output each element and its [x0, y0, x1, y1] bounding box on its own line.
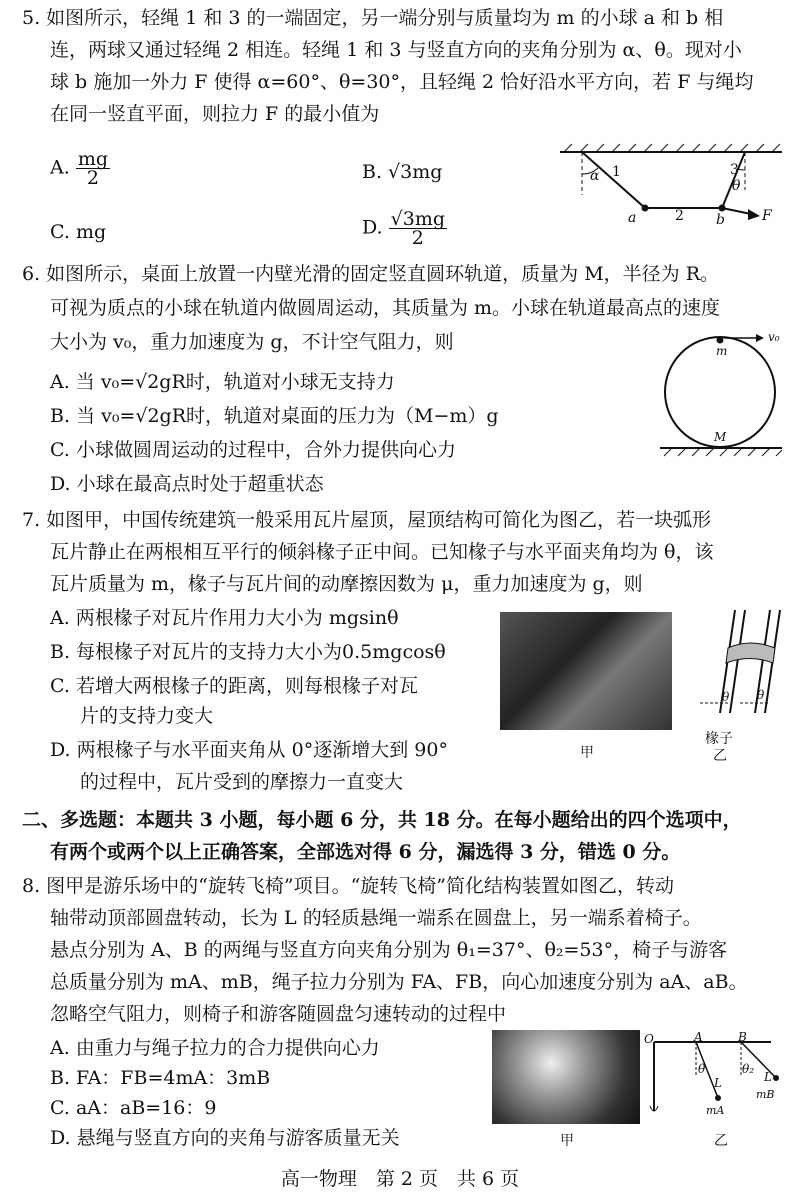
q7-option-c-cont: 片的支持力变大 [80, 705, 214, 727]
q5-option-a-prefix: A. [50, 156, 70, 179]
q6-option-b: B. 当 v₀=√2gR时，轨道对桌面的压力为（M−m）g [50, 405, 499, 427]
q6-line-1: 6. 如图所示，桌面上放置一内壁光滑的固定竖直圆环轨道，质量为 M，半径为 R。 [22, 263, 720, 285]
q6-option-a: A. 当 v₀=√2gR时，轨道对小球无支持力 [50, 371, 395, 393]
q5-option-b: B. √3mg [362, 161, 443, 183]
q5-option-d [362, 210, 447, 247]
q7-rafter-diagram [690, 608, 790, 724]
q8-option-d: D. 悬绳与竖直方向的夹角与游客质量无关 [50, 1127, 400, 1149]
q6-line-2: 可视为质点的小球在轨道内做圆周运动，其质量为 m。小球在轨道最高点的速度 [50, 297, 721, 319]
q7-roof-photo [500, 612, 672, 730]
q8-swing-ride-photo [492, 1030, 640, 1124]
q7-line-1: 7. 如图甲，中国传统建筑一般采用瓦片屋顶，屋顶结构可简化为图乙，若一块弧形 [22, 509, 712, 531]
q6-line-3: 大小为 v₀，重力加速度为 g，不计空气阻力，则 [50, 331, 454, 353]
q8-label-theta1: θ [698, 1062, 706, 1076]
q7-option-c: C. 若增大两根椽子的距离，则每根椽子对瓦 [50, 675, 418, 697]
q8-option-b: B. FA：FB=4mA：3mB [50, 1067, 271, 1089]
q5-option-d-prefix: D. [362, 216, 383, 239]
q5-option-c: C. mg [50, 221, 107, 243]
section-2-heading-line-2: 有两个或两个以上正确答案，全部选对得 6 分，漏选得 3 分，错选 0 分。 [50, 841, 681, 863]
q8-label-l2: L [764, 1070, 772, 1084]
q7-option-b: B. 每根椽子对瓦片的支持力大小为0.5mgcosθ [50, 641, 446, 663]
q8-label-o: O [644, 1032, 654, 1046]
q5-label-rope2: 2 [675, 208, 684, 224]
q5-line-2: 连，两球又通过轻绳 2 相连。轻绳 1 和 3 与竖直方向的夹角分别为 α、θ。现对小 [50, 39, 742, 61]
q6-option-c: C. 小球做圆周运动的过程中，合外力提供向心力 [50, 439, 456, 461]
q7-line-3: 瓦片质量为 m，椽子与瓦片间的动摩擦因数为 μ，重力加速度为 g，则 [50, 573, 643, 595]
q5-label-rope3: 3 [730, 162, 739, 178]
q7-label-theta2: θ [757, 688, 765, 702]
q5-line-1: 5. 如图所示，轻绳 1 和 3 的一端固定，另一端分别与质量均为 m 的小球 a 和 b 相 [22, 7, 724, 29]
q5-label-alpha: α [590, 168, 600, 184]
q8-line-3: 悬点分别为 A、B 的两绳与竖直方向夹角分别为 θ₁=37°、θ₂=53°，椅子与游客 [50, 939, 728, 961]
q5-option-a [50, 150, 110, 187]
q6-label-m: m [716, 344, 728, 358]
q5-line-3: 球 b 施加一外力 F 使得 α=60°、θ=30°，且轻绳 2 恰好沿水平方向，若 F 与绳均 [50, 71, 754, 93]
q8-label-yi: 乙 [714, 1133, 728, 1149]
q5-label-f: F [762, 208, 772, 224]
q5-option-d-numerator: √3mg [390, 208, 446, 230]
q7-label-rafter: 椽子 [705, 731, 733, 747]
q6-label-v0: v₀ [768, 330, 780, 344]
q8-label-mb: mB [756, 1088, 775, 1101]
q5-rope-diagram [560, 140, 785, 235]
q7-line-2: 瓦片静止在两根相互平行的倾斜椽子正中间。已知椽子与水平面夹角均为 θ，该 [50, 541, 714, 563]
q5-label-rope1: 1 [612, 164, 621, 180]
q7-label-yi: 乙 [713, 748, 727, 764]
q5-option-d-denominator: 2 [411, 227, 424, 249]
q8-label-theta2: θ₂ [742, 1062, 755, 1076]
q5-label-theta: θ [732, 178, 741, 194]
q8-line-5: 忽略空气阻力，则椅子和游客随圆盘匀速转动的过程中 [50, 1003, 507, 1025]
q8-option-a: A. 由重力与绳子拉力的合力提供向心力 [50, 1037, 380, 1059]
q7-option-d-cont: 的过程中，瓦片受到的摩擦力一直变大 [80, 771, 404, 793]
q6-option-d: D. 小球在最高点时处于超重状态 [50, 473, 324, 495]
q7-option-a: A. 两根椽子对瓦片作用力大小为 mgsinθ [50, 607, 399, 629]
q7-option-d: D. 两根椽子与水平面夹角从 0°逐渐增大到 90° [50, 739, 448, 761]
q8-label-l1: L [714, 1076, 722, 1090]
q5-line-4: 在同一竖直平面，则拉力 F 的最小值为 [50, 103, 380, 125]
q8-label-b: B [738, 1030, 747, 1044]
q8-label-jia: 甲 [560, 1133, 574, 1149]
q8-label-ma: mA [706, 1104, 725, 1117]
q5-option-a-denominator: 2 [86, 167, 99, 189]
q5-label-a: a [628, 210, 637, 226]
q8-label-a: A [694, 1030, 703, 1044]
q6-label-big-m: M [714, 430, 727, 444]
q5-option-d-fraction [389, 210, 447, 247]
q8-option-c: C. aA：aB=16：9 [50, 1097, 217, 1119]
q5-label-b: b [716, 212, 725, 228]
q8-line-1: 8. 图甲是游乐场中的“旋转飞椅”项目。“旋转飞椅”简化结构装置如图乙，转动 [22, 875, 675, 897]
q8-line-2: 轴带动顶部圆盘转动，长为 L 的轻质悬绳一端系在圆盘上，另一端系着椅子。 [50, 907, 702, 929]
q7-label-theta1: θ [722, 690, 730, 704]
page-footer: 高一物理 第 2 页 共 6 页 [280, 1168, 520, 1190]
q5-option-a-fraction [76, 150, 110, 187]
section-2-heading-line-1: 二、多选题：本题共 3 小题，每小题 6 分，共 18 分。在每小题给出的四个选项中， [22, 809, 742, 831]
q8-line-4: 总质量分别为 mA、mB，绳子拉力分别为 FA、FB，向心加速度分别为 aA、aB。 [50, 971, 748, 993]
q5-option-a-numerator: mg [77, 148, 108, 170]
q7-label-jia: 甲 [580, 745, 594, 761]
